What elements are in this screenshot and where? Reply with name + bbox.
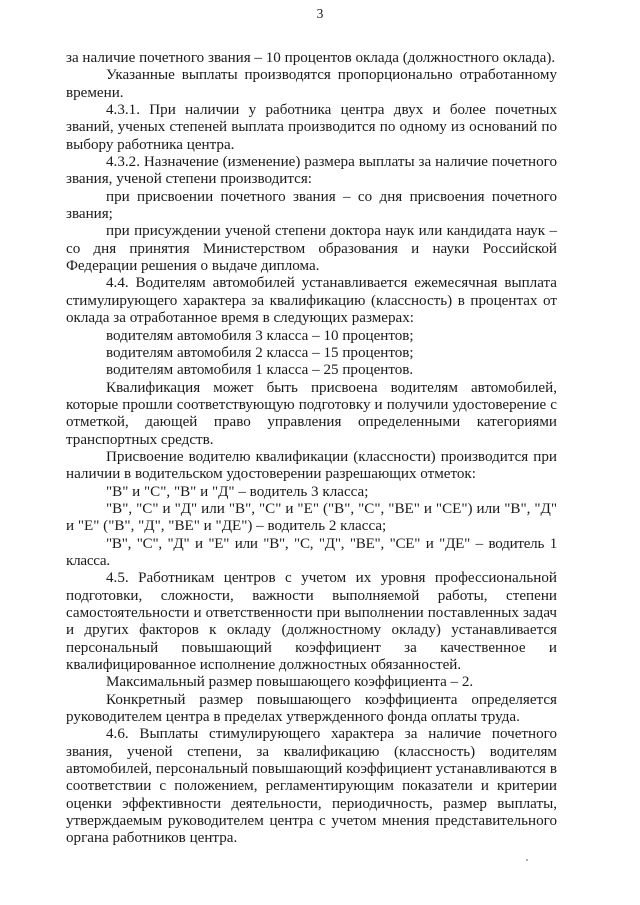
document-body xyxy=(66,50,557,848)
paragraph: 4.3.1. При наличии у работника центра двух и более почетных званий, ученых степеней выплата производится по одному из оснований по выбору работника центра. xyxy=(66,102,557,153)
paragraph: Указанные выплаты производятся пропорционально отработанному времени. xyxy=(66,67,557,101)
list-item: "В", "С", "Д" и "Е" или "В", "С, "Д", "ВЕ", "СЕ" и "ДЕ" – водитель 1 класса. xyxy=(66,535,557,569)
list-item: водителям автомобиля 2 класса – 15 процентов; xyxy=(106,344,414,361)
paragraph: при присвоении почетного звания – со дня присвоения почетного звания; xyxy=(66,188,557,223)
page-number: 3 xyxy=(316,6,324,21)
list-item: водителям автомобиля 1 класса – 25 процентов. xyxy=(106,362,414,379)
paragraph: Конкретный размер повышающего коэффициента определяется руководителем центра в пределах утвержденного фонда оплаты труда. xyxy=(66,691,557,726)
paragraph: Максимальный размер повышающего коэффициента – 2. xyxy=(106,674,474,691)
list-item: водителям автомобиля 3 класса – 10 процентов; xyxy=(106,327,414,344)
scan-speck xyxy=(526,859,528,861)
paragraph: Присвоение водителю квалификации (классности) производится при наличии в водительском удостоверении разрешающих отметок: xyxy=(66,448,557,483)
paragraph: за наличие почетного звания – 10 процентов оклада (должностного оклада). xyxy=(66,50,556,66)
paragraph: 4.6. Выплаты стимулирующего характера за наличие почетного звания, ученой степени, за квалификацию (классность) водителям автомобилей, персональный повышающий коэффициент устанавливаются в соответствии с положением, регламентирующим показатели и критерии оценки эффективности деятельности, периодичность, размер выплаты, утверждаемым руководителем центра с учетом мнения представительного органа работников центра. xyxy=(66,726,557,847)
paragraph: при присуждении ученой степени доктора наук или кандидата наук – со дня принятия Министерством образования и науки Российской Федерации решения о выдаче диплома. xyxy=(66,223,557,275)
list-item: "В", "С" и "Д" или "В", "С" и "Е" ("В", "С", "ВЕ" и "СЕ") или "В", "Д" и "Е" ("В", "Д", "ВЕ" и "ДЕ") – водитель 2 класса; xyxy=(66,500,557,535)
paragraph: 4.5. Работникам центров с учетом их уровня профессиональной подготовки, сложности, важности выполняемой работы, степени самостоятельности и ответственности при выполнении поставленных задач и других факторов к окладу (должностному окладу) устанавливается персональный повышающий коэффициент за качественное и квалифицированное исполнение должностных обязанностей. xyxy=(66,570,557,674)
paragraph: 4.3.2. Назначение (изменение) размера выплаты за наличие почетного звания, ученой степени производится: xyxy=(66,154,557,188)
list-item: "В" и "С", "В" и "Д" – водитель 3 класса; xyxy=(106,483,369,500)
paragraph: 4.4. Водителям автомобилей устанавливается ежемесячная выплата стимулирующего характера за квалификацию (классность) в процентах от оклада за отработанное время в следующих размерах: xyxy=(66,275,557,327)
paragraph: Квалификация может быть присвоена водителям автомобилей, которые прошли соответствующую подготовку и получили удостоверение с отметкой, дающей право управления определенными категориями транспортных средств. xyxy=(66,379,557,448)
